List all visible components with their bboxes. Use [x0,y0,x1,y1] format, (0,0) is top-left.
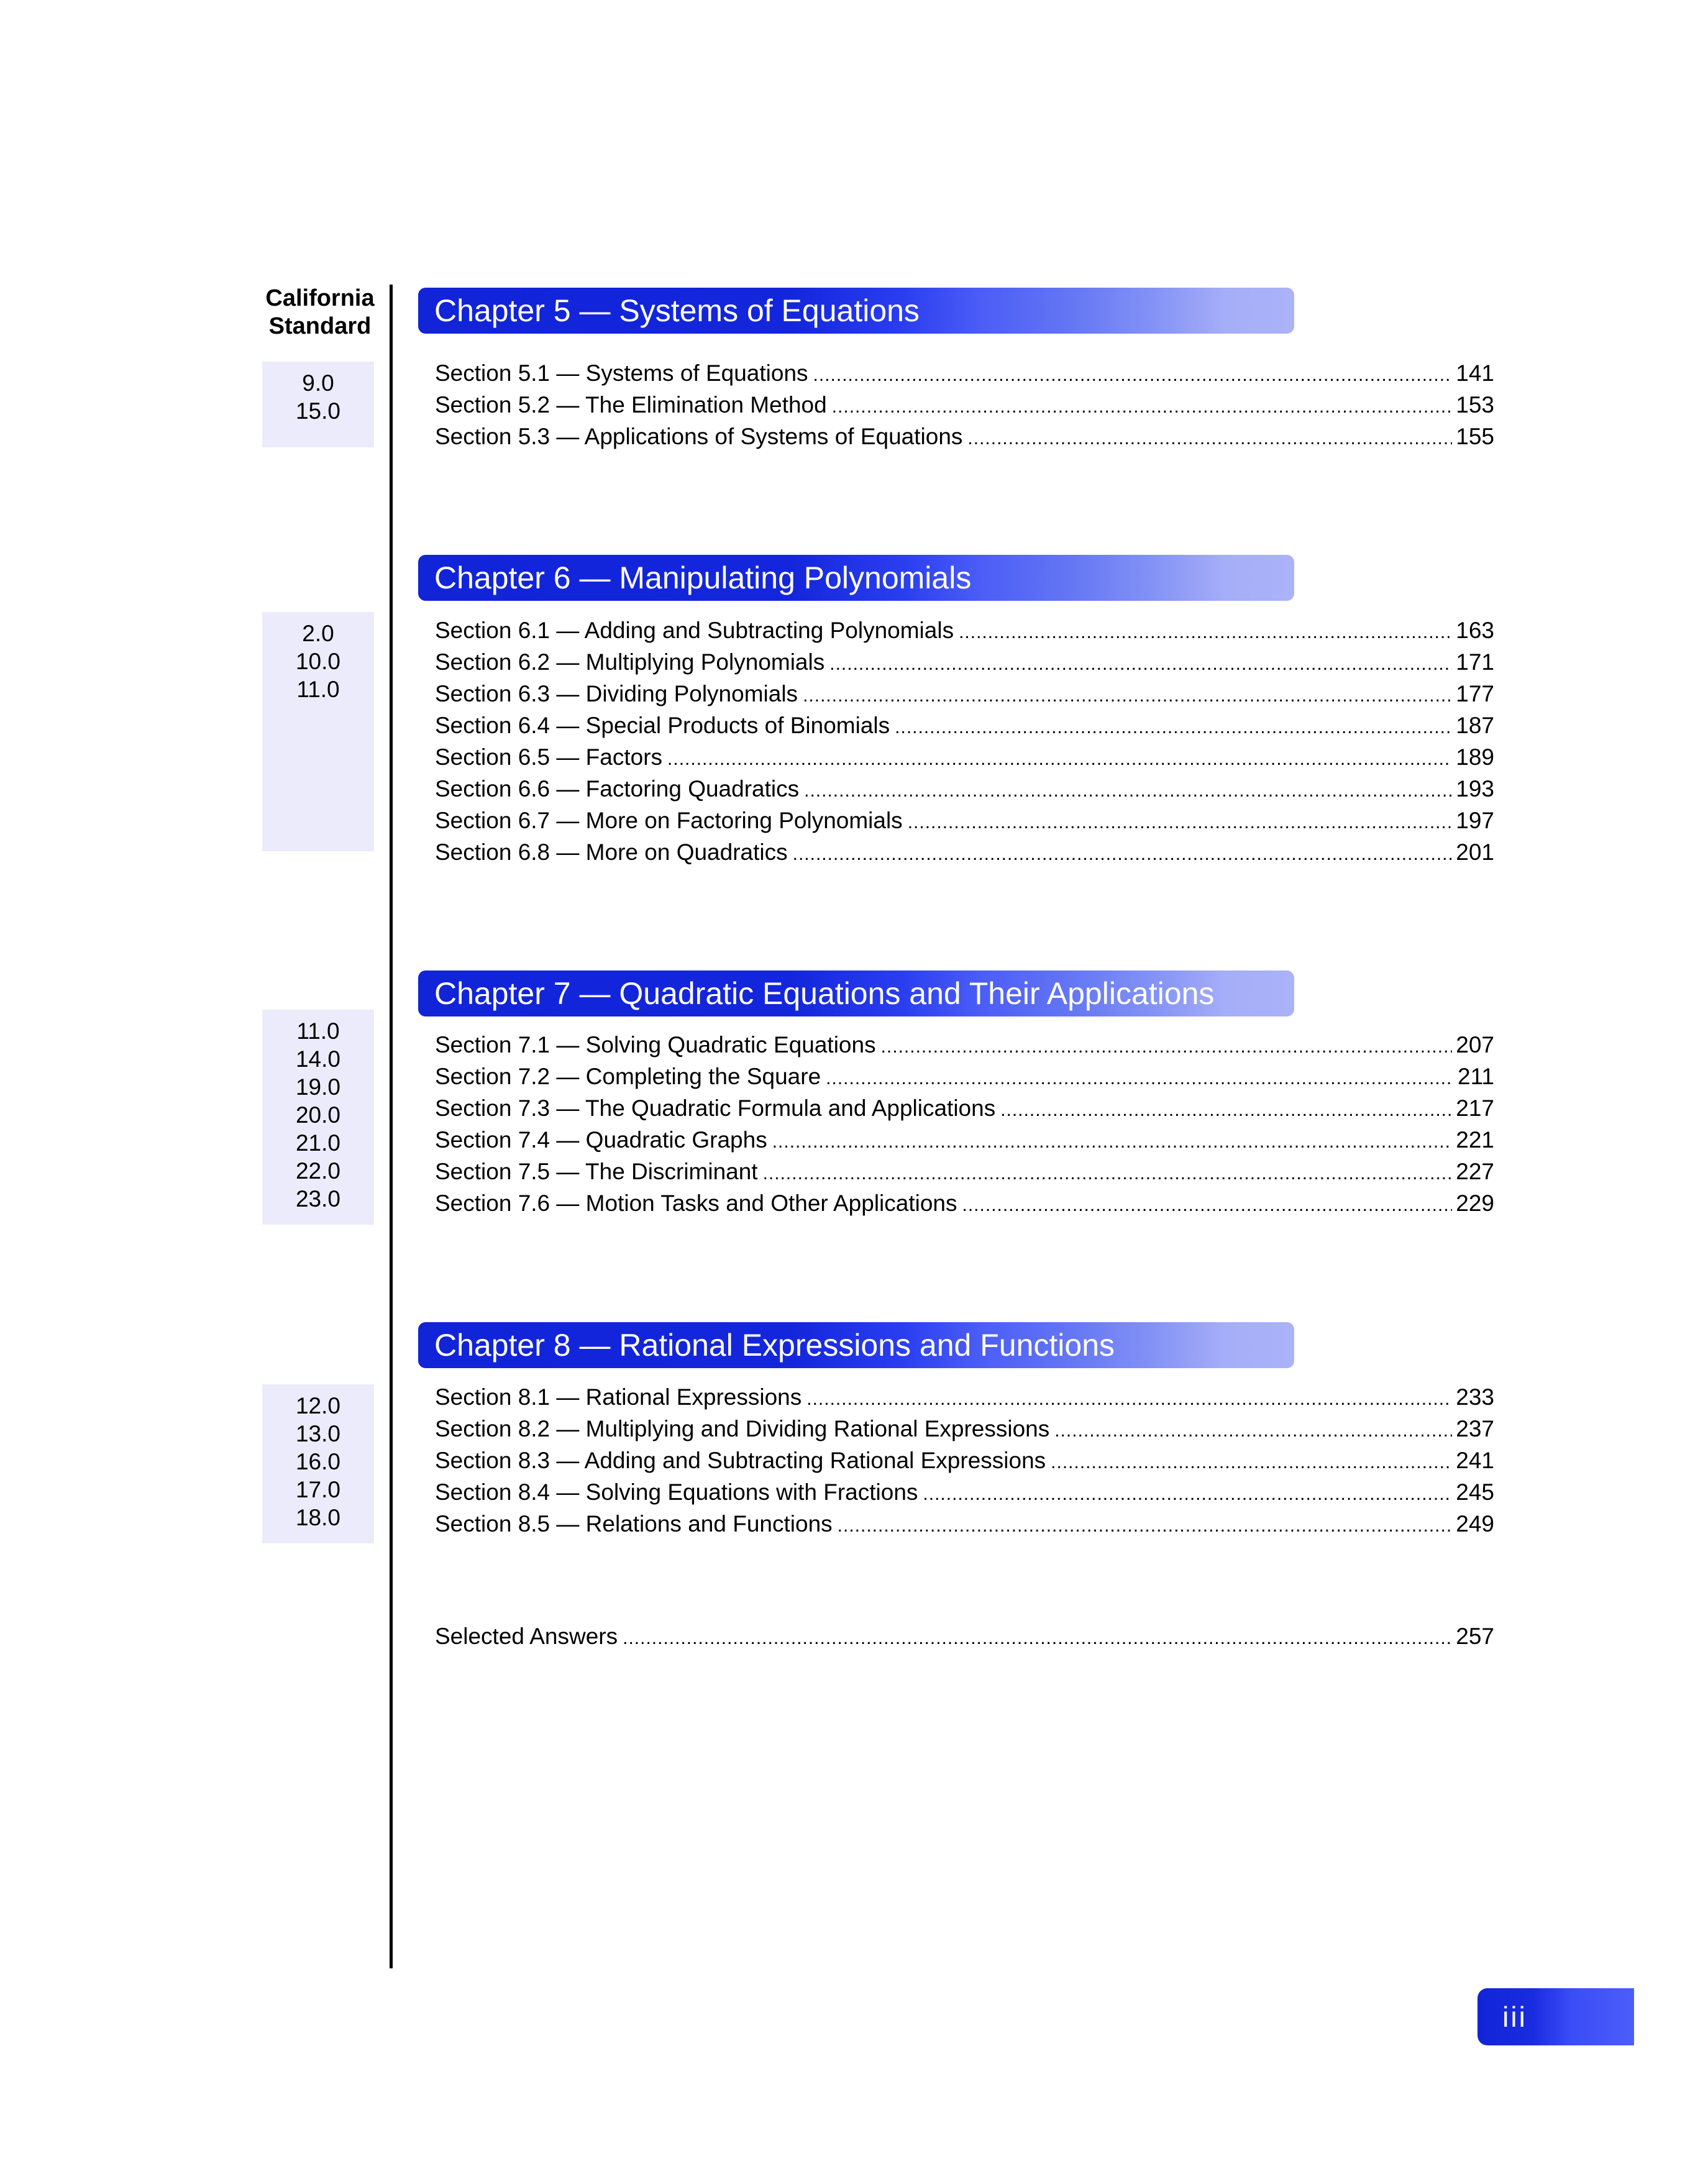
toc-entry[interactable] [435,357,1494,389]
toc-entry[interactable] [435,1381,1494,1413]
chapter-5-banner[interactable] [418,288,1294,334]
toc-entry-label: Section 6.6 — Factoring Quadratics [435,776,800,802]
toc-entry-page: 163 [1456,618,1494,643]
dot-leader [895,711,1452,743]
dot-leader [832,391,1453,422]
standard-code: 18.0 [295,1505,340,1530]
california-standard-heading [255,285,385,340]
chapter-7-standards [262,1010,374,1225]
standard-code: 12.0 [295,1393,340,1418]
toc-entry-page: 177 [1456,681,1494,706]
toc-entry[interactable] [435,678,1494,710]
dot-leader [623,1622,1452,1654]
toc-entry-page: 197 [1456,808,1494,833]
page-number-tab [1477,1988,1634,2045]
toc-entry[interactable] [435,1508,1494,1540]
selected-answers-section [435,1620,1494,1652]
standard-code: 17.0 [295,1477,340,1502]
selected-answers-entry[interactable] [435,1620,1494,1652]
toc-entry-label: Section 5.3 — Applications of Systems of Equations [435,424,963,449]
toc-entry-page: 211 [1458,1064,1494,1089]
toc-entry[interactable] [435,389,1494,421]
dot-leader [962,1189,1453,1221]
selected-answers-page: 257 [1456,1624,1494,1649]
standard-heading-line-2: Standard [268,313,372,339]
toc-entry[interactable] [435,421,1494,452]
standard-code: 2.0 [302,621,334,646]
toc-entry-page: 237 [1456,1416,1494,1441]
toc-entry-page: 187 [1456,713,1494,738]
dot-leader [959,616,1452,648]
toc-entry-page: 193 [1456,776,1494,802]
toc-entry-page: 153 [1456,392,1494,418]
toc-entry[interactable] [435,836,1494,868]
vertical-divider [390,285,393,1968]
toc-entry-page: 171 [1456,649,1494,675]
toc-entry-label: Section 7.5 — The Discriminant [435,1159,758,1184]
toc-entry-label: Section 7.4 — Quadratic Graphs [435,1127,767,1153]
chapter-5-standards [262,362,374,447]
toc-entry[interactable] [435,1029,1494,1061]
toc-entry-page: 155 [1456,424,1494,449]
dot-leader [923,1478,1452,1510]
chapter-5-title: Chapter 5 — Systems of Equations [434,293,920,328]
dot-leader [803,680,1452,711]
toc-entry[interactable] [435,773,1494,805]
dot-leader [829,648,1452,680]
standard-code: 22.0 [295,1158,340,1184]
dot-leader [967,422,1452,454]
toc-entry-page: 141 [1456,360,1494,386]
toc-entry-label: Section 8.2 — Multiplying and Dividing Rational Expressions [435,1416,1050,1441]
chapter-6-title: Chapter 6 — Manipulating Polynomials [434,560,972,595]
standard-code: 11.0 [296,1018,340,1044]
toc-entry-page: 221 [1456,1127,1494,1153]
toc-entry[interactable] [435,1092,1494,1124]
chapter-7-title: Chapter 7 — Quadratic Equations and Their Applications [434,976,1215,1011]
chapter-8-title: Chapter 8 — Rational Expressions and Functions [434,1328,1115,1363]
standard-code: 15.0 [295,398,340,424]
standard-code: 11.0 [296,677,340,702]
chapter-7-banner[interactable] [418,971,1294,1016]
chapter-6-sections [435,614,1494,868]
toc-entry-label: Section 6.4 — Special Products of Binomials [435,713,890,738]
chapter-5-sections [435,357,1494,452]
toc-entry-label: Section 5.2 — The Elimination Method [435,392,827,418]
dot-leader [804,775,1452,806]
toc-entry[interactable] [435,805,1494,836]
standard-code: 14.0 [295,1046,340,1072]
toc-entry-label: Section 7.3 — The Quadratic Formula and Applications [435,1095,996,1121]
toc-entry-label: Section 6.1 — Adding and Subtracting Polynomials [435,618,954,643]
toc-entry[interactable] [435,710,1494,741]
dot-leader [793,838,1453,870]
standard-code: 10.0 [295,649,340,674]
toc-entry-page: 217 [1456,1095,1494,1121]
page-number: iii [1502,2001,1527,2033]
dot-leader [813,359,1453,391]
chapter-6-banner[interactable] [418,555,1294,601]
dot-leader [772,1126,1453,1158]
dot-leader [1054,1415,1452,1446]
toc-entry-page: 249 [1456,1511,1494,1537]
standard-heading-line-1: California [265,285,375,311]
toc-entry[interactable] [435,1445,1494,1476]
toc-entry-page: 241 [1456,1448,1494,1473]
dot-leader [826,1062,1454,1094]
toc-entry[interactable] [435,614,1494,646]
toc-entry[interactable] [435,1124,1494,1156]
toc-entry-label: Section 6.5 — Factors [435,744,663,770]
standard-code: 21.0 [295,1130,340,1156]
dot-leader [806,1383,1452,1415]
toc-entry-label: Section 7.2 — Completing the Square [435,1064,821,1089]
chapter-8-banner[interactable] [418,1322,1294,1368]
toc-entry[interactable] [435,1476,1494,1508]
toc-entry[interactable] [435,646,1494,678]
toc-entry-page: 207 [1456,1032,1494,1057]
chapter-8-sections [435,1381,1494,1540]
dot-leader [1051,1446,1452,1478]
toc-entry-label: Section 6.8 — More on Quadratics [435,839,788,865]
standard-code: 16.0 [295,1449,340,1474]
toc-entry-label: Section 6.7 — More on Factoring Polynomials [435,808,903,833]
toc-entry-page: 229 [1456,1190,1494,1216]
toc-entry-label: Section 6.3 — Dividing Polynomials [435,681,798,706]
toc-entry[interactable] [435,1061,1494,1092]
toc-entry[interactable] [435,741,1494,773]
chapter-8-standards [262,1384,374,1543]
toc-entry-label: Section 8.3 — Adding and Subtracting Rational Expressions [435,1448,1046,1473]
toc-entry-label: Section 6.2 — Multiplying Polynomials [435,649,825,675]
selected-answers-label: Selected Answers [435,1624,618,1649]
toc-entry-page: 233 [1456,1384,1494,1410]
standard-code: 20.0 [295,1102,340,1128]
toc-entry-label: Section 7.6 — Motion Tasks and Other Applications [435,1190,957,1216]
chapter-6-standards [262,612,374,851]
toc-entry-page: 189 [1456,744,1494,770]
toc-entry[interactable] [435,1187,1494,1219]
toc-entry-label: Section 7.1 — Solving Quadratic Equations [435,1032,876,1057]
standard-code: 19.0 [295,1074,340,1100]
standard-code: 23.0 [295,1186,340,1212]
dot-leader [881,1031,1453,1062]
standard-code: 9.0 [302,370,334,396]
standard-code: 13.0 [295,1421,340,1446]
toc-entry[interactable] [435,1413,1494,1445]
toc-entry-label: Section 8.1 — Rational Expressions [435,1384,802,1410]
dot-leader [667,743,1452,775]
chapter-7-sections [435,1029,1494,1219]
toc-entry-page: 245 [1456,1479,1494,1505]
dot-leader [908,806,1453,838]
toc-entry-label: Section 5.1 — Systems of Equations [435,360,808,386]
toc-entry[interactable] [435,1156,1494,1187]
toc-entry-page: 201 [1456,839,1494,865]
dot-leader [838,1510,1453,1541]
toc-entry-page: 227 [1456,1159,1494,1184]
dot-leader [1000,1094,1452,1126]
toc-entry-label: Section 8.4 — Solving Equations with Fractions [435,1479,918,1505]
toc-entry-label: Section 8.5 — Relations and Functions [435,1511,833,1537]
dot-leader [763,1158,1453,1189]
